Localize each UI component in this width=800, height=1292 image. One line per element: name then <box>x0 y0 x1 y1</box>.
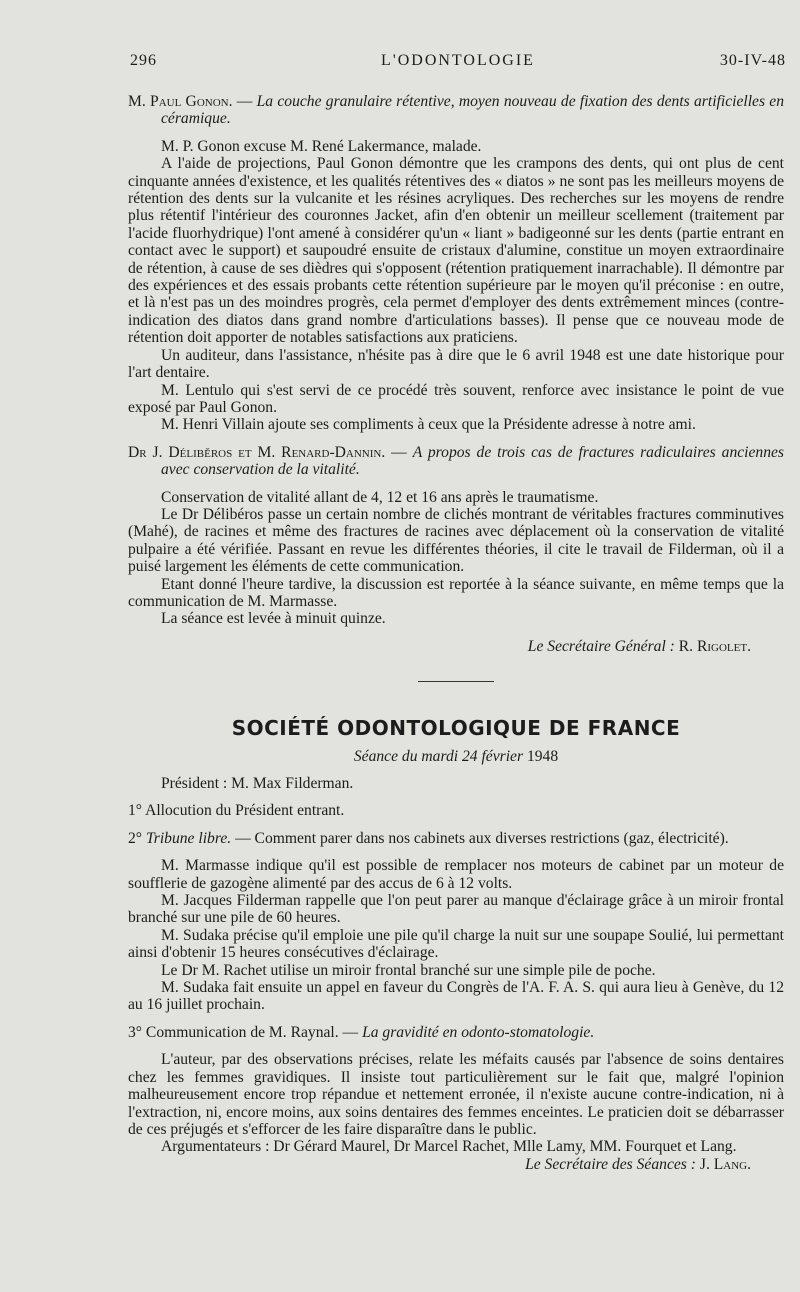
paragraph: M. P. Gonon excuse M. René Lakermance, malade. <box>161 137 482 155</box>
section1-heading: M. Paul Gonon. — La couche granulaire rétentive, moyen nouveau de fixation des dents artificielles en céramique. <box>128 93 785 128</box>
section2-author: Dr J. Déliběros et M. Renard-Dannin. <box>128 443 386 461</box>
paragraph: Un auditeur, dans l'assistance, n'hésite pas à dire que le 6 avril 1948 est une date historique pour l'art dentaire. <box>128 346 784 382</box>
article-body <box>128 93 784 1173</box>
paragraph: M. Marmasse indique qu'il est possible de remplacer nos moteurs de cabinet par un moteur de soufflerie de gazogène alimenté par des accus de 6 à 12 volts. <box>128 857 784 892</box>
item3-title: La gravidité en odonto-stomatologie. <box>362 1023 595 1041</box>
paragraph: Le Dr M. Rachet utilise un miroir frontal branché sur une simple pile de poche. <box>161 961 656 979</box>
section1-title: La couche granulaire rétentive, moyen nouveau de fixation des dents artificielles en céramique. <box>161 93 785 128</box>
agenda-item-2 <box>128 830 784 847</box>
paragraph: Argumentateurs : Dr Gérard Maurel, Dr Marcel Rachet, Mlle Lamy, MM. Fourquet et Lang. <box>161 1138 737 1156</box>
signature-session-secretary <box>128 1156 784 1173</box>
paragraph: M. Sudaka précise qu'il emploie une pile qu'il charge la nuit sur une soupape Soulié, lui permettant ainsi d'obtenir 15 heures consécutives d'éclairage. <box>128 926 784 962</box>
running-header <box>130 52 786 74</box>
section-divider <box>418 681 494 682</box>
agenda-item-1: 1° Allocution du Président entrant. <box>128 802 345 820</box>
section2-title: A propos de trois cas de fractures radiculaires anciennes avec conservation de la vitalité. <box>161 443 785 479</box>
signature-general-secretary <box>128 638 784 655</box>
signature-name: R. Rigolet. <box>678 637 751 655</box>
item2-text: — Comment parer dans nos cabinets aux diverses restrictions (gaz, électricité). <box>235 829 729 847</box>
item2-number: 2° <box>128 829 143 847</box>
society-title: SOCIÉTÉ ODONTOLOGIQUE DE FRANCE <box>231 716 681 741</box>
paragraph: M. Sudaka fait ensuite un appel en faveur du Congrès de l'A. F. A. S. qui aura lieu à Genève, du 12 au 16 juillet prochain. <box>128 979 784 1014</box>
session-date: Séance du mardi 24 février <box>353 747 524 765</box>
paragraph: Etant donné l'heure tardive, la discussion est reportée à la séance suivante, en même temps que la communication de M. Marmasse. <box>128 575 784 610</box>
page-number: 296 <box>130 52 157 69</box>
signature-role: Le Secrétaire des Séances : <box>525 1155 696 1173</box>
president-line: Président : M. Max Filderman. <box>161 775 354 792</box>
paragraph: M. Henri Villain ajoute ses compliments à ceux que la Présidente adresse à notre ami. <box>161 416 696 434</box>
agenda-item-3 <box>128 1024 784 1041</box>
paragraph: Le Dr Délibéros passe un certain nombre de clichés montrant de véritables fractures comminutives (Mahé), de racines et même des fractures de racines avec déplacement où la conservation de vitalité pulpaire a été vérifiée. Passant en revue les différentes théories, il cite le travail de Filderman, où il a puisé largement les éléments de cette communication. <box>128 505 784 576</box>
session-year: 1948 <box>526 747 559 765</box>
issue-date: 30-IV-48 <box>719 52 786 69</box>
item3-lead: 3° Communication de M. Raynal. — <box>128 1023 359 1041</box>
paragraph: La séance est levée à minuit quinze. <box>161 610 386 628</box>
item2-title: Tribune libre. <box>145 829 232 847</box>
paragraph: M. Jacques Filderman rappelle que l'on peut parer au manque d'éclairage grâce à un miroir frontal branché sur une pile de 60 heures. <box>128 892 784 927</box>
signature-name: J. Lang. <box>699 1155 751 1173</box>
session-line <box>128 748 784 765</box>
section1-author: M. Paul Gonon. <box>128 93 233 110</box>
paragraph: L'auteur, par des observations précises, relate les méfaits causés par l'absence de soins dentaires chez les femmes gravidiques. Il insiste tout particulièrement sur le fait que, malgré l'opinion malheureusement encore trop répandue et nettement erronée, il n'existe aucune contre-indication, ni à l'extraction, ni, encore moins, aux soins dentaires des femmes enceintes. Le praticien doit se débarrasser de ces préjugés et s'efforcer de les faire disparaître dans le public. <box>128 1051 784 1138</box>
paragraph: M. Lentulo qui s'est servi de ce procédé très souvent, renforce avec insistance le point de vue exposé par Paul Gonon. <box>128 381 784 416</box>
section2-heading: Dr J. Déliběros et M. Renard-Dannin. — A propos de trois cas de fractures radiculaires anciennes avec conservation de la vitalité. <box>128 443 785 479</box>
signature-role: Le Secrétaire Général : <box>527 637 675 655</box>
paragraph: Conservation de vitalité allant de 4, 12 et 16 ans après le traumatisme. <box>161 488 599 506</box>
journal-title: L'ODONTOLOGIE <box>381 52 535 69</box>
paragraph: A l'aide de projections, Paul Gonon démontre que les crampons des dents, qui ont plus de cent cinquante années d'existence, et les qualités rétentives des « diatos » ne sont pas les meilleurs moyens de rétention des dents sur la vulcanite et les résines acryliques. Des recherches sur les moyens de rendre plus rétentif l'intérieur des couronnes Jacket, afin d'en obtenir un meilleur scellement (traitement par l'acide fluorhydrique) l'ont amené à considérer qu'un « liant » badigeonné sur les dents (partie entrant en contact avec le support) et saupoudré ensuite de cristaux d'alumine, constitue un moyen extraordinaire de rétention, à cause de ses dièdres qui s'opposent (rétention pratiquement inarrachable). Il démontre par des expériences et des essais probants cette rétention supérieure par le moyen qu'il préconise : en outre, et là n'est pas un des moindres progrès, cela permet d'employer des dents extrêmement minces (contre-indication des diatos dans grand nombre d'articulations basses). Il pense que ce nouveau mode de rétention doit apporter de notables satisfactions aux praticiens. <box>128 155 784 347</box>
